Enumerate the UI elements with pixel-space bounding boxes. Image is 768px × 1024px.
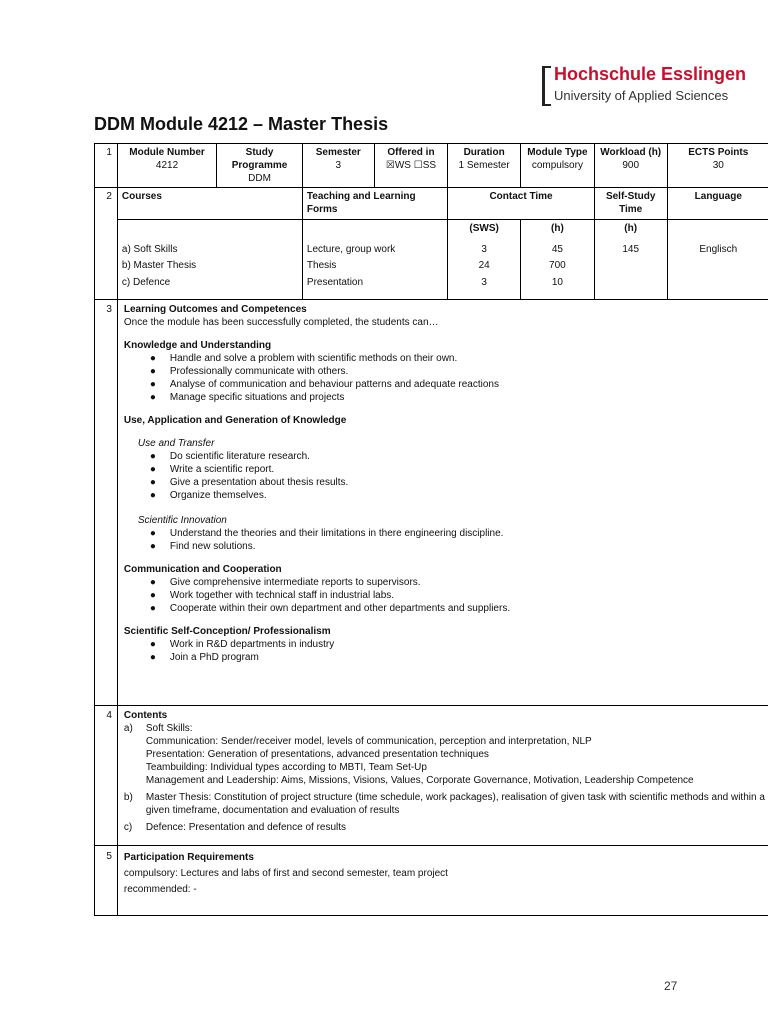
course-names <box>117 240 302 300</box>
communication-heading: Communication and Cooperation <box>123 564 282 575</box>
hours-value: 10 <box>551 276 563 288</box>
participation-cell <box>117 846 768 916</box>
semester: 3 <box>335 160 342 171</box>
row-participation <box>95 846 768 916</box>
language-header: Language <box>667 188 768 220</box>
list-item: ● Handle and solve a problem with scientific methods on their own. <box>149 353 458 364</box>
row-number: 2 <box>95 188 118 300</box>
row-learning-outcomes <box>95 300 768 706</box>
language-value: Englisch <box>667 240 768 300</box>
workload-cell: Workload (h) 900 <box>594 144 667 188</box>
row-number: 3 <box>95 300 118 706</box>
list-item: ● Write a scientific report. <box>149 464 275 475</box>
row-number: 1 <box>95 144 118 188</box>
learning-outcomes-intro: Once the module has been successfully completed, the students can… <box>123 317 439 328</box>
document-title: DDM Module 4212 – Master Thesis <box>94 114 389 134</box>
participation-heading: Participation Requirements <box>123 852 254 863</box>
course-form: Thesis <box>306 260 337 271</box>
hours-value: 45 <box>551 243 563 255</box>
ects-cell: ECTS Points 30 <box>667 144 768 188</box>
contact-time-header: Contact Time <box>448 188 595 220</box>
list-item: ● Find new solutions. <box>149 541 256 552</box>
logo-name: Hochschule Esslingen <box>554 64 747 84</box>
use-transfer-heading: Use and Transfer <box>137 438 215 449</box>
sws-value: 24 <box>478 260 490 271</box>
course-hours <box>520 240 594 300</box>
study-programme-cell: Study Programme DDM <box>217 144 303 188</box>
list-item: ● Do scientific literature research. <box>149 451 310 462</box>
list-item: ● Understand the theories and their limitations in there engineering discipline. <box>149 528 504 539</box>
course-sws <box>448 240 521 300</box>
forms-header: Teaching and Learning Forms <box>302 188 447 220</box>
offered-checkboxes: ☒WS ☐SS <box>385 160 437 171</box>
innovation-heading: Scientific Innovation <box>137 515 227 526</box>
list-item: ● Cooperate within their own department and other departments and suppliers. <box>149 603 511 614</box>
row-contents <box>95 706 768 846</box>
page-number: 27 <box>664 979 678 993</box>
list-item: ● Manage specific situations and projects <box>149 392 345 403</box>
hours-value: 700 <box>549 260 566 271</box>
logo-bracket <box>542 66 545 106</box>
workload: 900 <box>622 160 640 171</box>
list-item: ● Join a PhD program <box>149 652 259 663</box>
application-heading: Use, Application and Generation of Knowledge <box>123 415 347 426</box>
course-name: b) Master Thesis <box>121 260 197 271</box>
row-units <box>95 220 768 240</box>
module-number: 4212 <box>155 160 179 171</box>
contents-item-a: a) Soft Skills: Communication: Sender/receiver model, levels of communication, perception and interpretation, NLP Presentation: Generation of presentations, advanced presentation techniques Teambuilding: Individual types according to MBTI, Team Set-Up Management and Leadership: Aims, Missions, Visions, Values, Corporate Governance, Motivation, Leadership Competence <box>123 723 694 786</box>
list-item: ● Give a presentation about thesis results. <box>149 477 349 488</box>
list-item: ● Analyse of communication and behaviour patterns and adequate reactions <box>149 379 499 390</box>
study-programme: DDM <box>248 173 271 184</box>
list-item: ● Organize themselves. <box>149 490 267 501</box>
courses-header: Courses <box>117 188 302 220</box>
row-number: 4 <box>95 706 118 846</box>
self-study-header: Self-Study Time <box>594 188 667 220</box>
contents-cell <box>117 706 768 846</box>
row-module-info <box>95 144 768 188</box>
row-course-list <box>95 240 768 300</box>
self-study-value: 145 <box>594 240 667 300</box>
participation-recommended: recommended: - <box>123 884 197 895</box>
duration-cell: Duration 1 Semester <box>448 144 521 188</box>
learning-outcomes-heading: Learning Outcomes and Competences <box>123 304 307 315</box>
course-name: a) Soft Skills <box>121 243 178 255</box>
module-type: compulsory <box>531 160 583 171</box>
ects-points: 30 <box>712 160 724 171</box>
learning-outcomes-cell <box>117 300 768 706</box>
sws-unit: (SWS) <box>448 220 521 240</box>
contents-item-b: b) Master Thesis: Constitution of project structure (time schedule, work packages), realisation of given task with scientific methods and within a given timeframe, documentation and evaluation of results <box>123 792 765 816</box>
self-study-unit: (h) <box>594 220 667 240</box>
list-item: ● Work in R&D departments in industry <box>149 639 335 650</box>
course-form: Presentation <box>306 276 364 288</box>
list-item: ● Professionally communicate with others. <box>149 366 349 377</box>
course-forms <box>302 240 447 300</box>
contents-item-c: c) Defence: Presentation and defence of results <box>123 822 347 833</box>
logo-bracket-bottom <box>544 104 551 106</box>
contents-heading: Contents <box>123 710 168 721</box>
sws-value: 3 <box>481 243 487 255</box>
selfconception-heading: Scientific Self-Conception/ Professionalism <box>123 626 331 637</box>
duration: 1 Semester <box>458 160 510 171</box>
module-number-cell: Module Number 4212 <box>117 144 216 188</box>
list-item: ● Give comprehensive intermediate reports to supervisors. <box>149 577 421 588</box>
hours-unit: (h) <box>520 220 594 240</box>
row-number: 5 <box>95 846 118 916</box>
module-type-cell: Module Type compulsory <box>520 144 594 188</box>
semester-cell: Semester 3 <box>302 144 374 188</box>
offered-cell: Offered in ☒WS ☐SS <box>374 144 448 188</box>
logo-subtitle: University of Applied Sciences <box>554 88 729 103</box>
knowledge-heading: Knowledge and Understanding <box>123 340 272 351</box>
participation-compulsory: compulsory: Lectures and labs of first and second semester, team project <box>123 868 448 879</box>
list-item: ● Work together with technical staff in industrial labs. <box>149 590 395 601</box>
course-name: c) Defence <box>121 276 171 288</box>
row-courses-header <box>95 188 768 220</box>
logo-bracket-top <box>544 66 551 68</box>
course-form: Lecture, group work <box>306 243 396 255</box>
sws-value: 3 <box>481 276 487 288</box>
module-table <box>94 143 768 916</box>
